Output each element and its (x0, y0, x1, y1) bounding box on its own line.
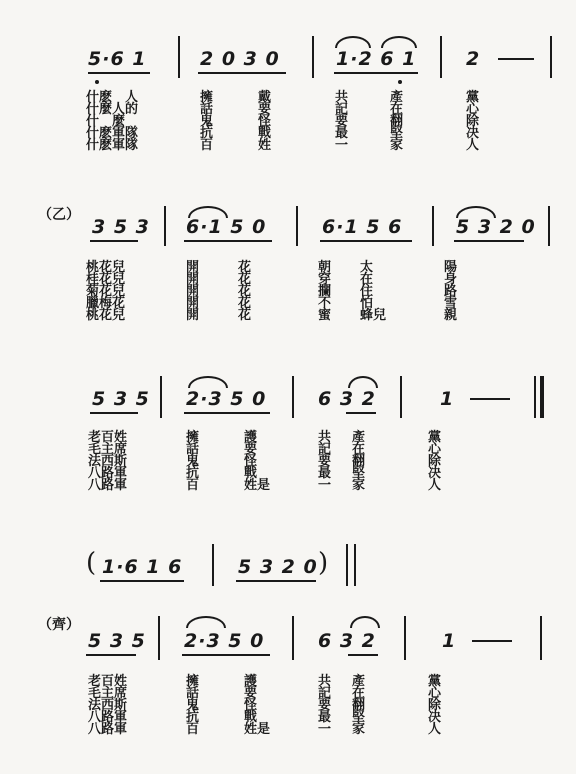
lyric-col: 擁 話 鬼 抗 百 (200, 90, 214, 153)
lyric-col: 護 要 怪 戰 姓是 (244, 674, 271, 737)
barline (540, 616, 542, 660)
double-barline (354, 544, 356, 586)
lyric-col: 黨 心 除 决 人 (466, 90, 480, 153)
lyric-col: 共 記 要 最 一 (335, 90, 349, 153)
slur (381, 36, 417, 48)
barline (432, 206, 434, 246)
slur (186, 616, 226, 628)
part-label: （齊） (38, 617, 80, 633)
underline (320, 240, 412, 242)
measure-1-3: 1·2 6 1 (336, 48, 417, 70)
underline (236, 580, 316, 582)
lyric-col: 開 開 開 開 開 (186, 260, 200, 323)
barline (178, 36, 180, 78)
underline (184, 412, 270, 414)
lyric-col: 黨 心 除 决 人 (428, 674, 442, 737)
lyric-col: 老百姓 毛主席 法西斯 八路軍 八路軍 (88, 430, 128, 493)
underline (86, 654, 136, 656)
measure-1-2: 2 0 3 0 (200, 48, 280, 70)
underline (454, 240, 524, 242)
underline (100, 580, 184, 582)
barline (550, 36, 552, 78)
lyric-col: 產 在 翻 堅 家 (352, 674, 366, 737)
lyric-col: 黨 心 除 决 人 (428, 430, 442, 493)
underline (182, 654, 270, 656)
underline (334, 72, 418, 74)
slur (335, 36, 371, 48)
lyric-col: 花 花 花 花 花 (238, 260, 252, 323)
barline (404, 616, 406, 660)
lyric-col: 朝 穿 攔 不 蜜 (318, 260, 332, 323)
lyric-col: 桃花兒 桂花兒 菊花兒 臘梅花 桃花兒 (86, 260, 126, 323)
barline (534, 376, 536, 418)
close-paren: ) (318, 548, 329, 578)
dash (498, 58, 534, 60)
underline (348, 654, 378, 656)
lyric-col: 產 在 翻 堅 家 (390, 90, 404, 153)
barline (548, 206, 550, 246)
lyric-col: 太 在 住 怕 蜂兒 (360, 260, 387, 323)
barline (400, 376, 402, 418)
slur (188, 376, 228, 388)
measure-1-4: 2 (466, 48, 481, 70)
lyric-col: 共 記 要 最 一 (318, 430, 332, 493)
measure-5-4: 1 (442, 630, 457, 652)
barline (164, 206, 166, 246)
measure-4-2: 5 3 2 0 (238, 556, 318, 578)
lyric-col: 陽 身 路 雪 親 (444, 260, 458, 323)
lyric-col: 護 要 怪 戰 姓是 (244, 430, 271, 493)
barline (212, 544, 214, 586)
barline (160, 376, 162, 418)
measure-1-1: 5·6 1 (88, 48, 147, 70)
lyric-col: 戴 要 怪 戰 姓 (258, 90, 272, 153)
underline (90, 240, 138, 242)
measure-4-1: 1·6 1 6 (102, 556, 183, 578)
lyric-col: 產 在 翻 堅 家 (352, 430, 366, 493)
final-barline (540, 376, 544, 418)
slur (350, 616, 380, 628)
barline (158, 616, 160, 660)
lyric-col: 什麽 人 什麼人的 什 麼 什麽軍隊 什麽軍隊 (86, 90, 139, 153)
barline (292, 376, 294, 418)
measure-3-1: 5 3 5 (92, 388, 150, 410)
barline (296, 206, 298, 246)
measure-2-2: 6·1 5 0 (186, 216, 267, 238)
dash (472, 640, 512, 642)
measure-3-3: 6 3 2 (318, 388, 376, 410)
underline (346, 412, 376, 414)
measure-2-1: 3 5 3 (92, 216, 150, 238)
open-paren: ( (86, 548, 97, 578)
lyric-col: 擁 話 鬼 抗 百 (186, 674, 200, 737)
low-dot (95, 80, 99, 84)
part-label: （乙） (38, 207, 80, 223)
lyric-col: 老百姓 毛主席 法西斯 八路軍 八路軍 (88, 674, 128, 737)
measure-2-4: 5 3 2 0 (456, 216, 536, 238)
lyric-col: 共 記 要 最 一 (318, 674, 332, 737)
measure-5-1: 5 3 5 (88, 630, 146, 652)
measure-5-3: 6 3 2 (318, 630, 376, 652)
barline (346, 544, 348, 586)
measure-3-2: 2·3 5 0 (186, 388, 267, 410)
barline (440, 36, 442, 78)
slur (348, 376, 378, 388)
barline (312, 36, 314, 78)
low-dot (398, 80, 402, 84)
underline (198, 72, 286, 74)
underline (88, 72, 150, 74)
dash (470, 398, 510, 400)
barline (292, 616, 294, 660)
lyric-col: 擁 話 鬼 抗 百 (186, 430, 200, 493)
underline (90, 412, 138, 414)
measure-3-4: 1 (440, 388, 455, 410)
measure-5-2: 2·3 5 0 (184, 630, 265, 652)
underline (184, 240, 272, 242)
measure-2-3: 6·1 5 6 (322, 216, 403, 238)
